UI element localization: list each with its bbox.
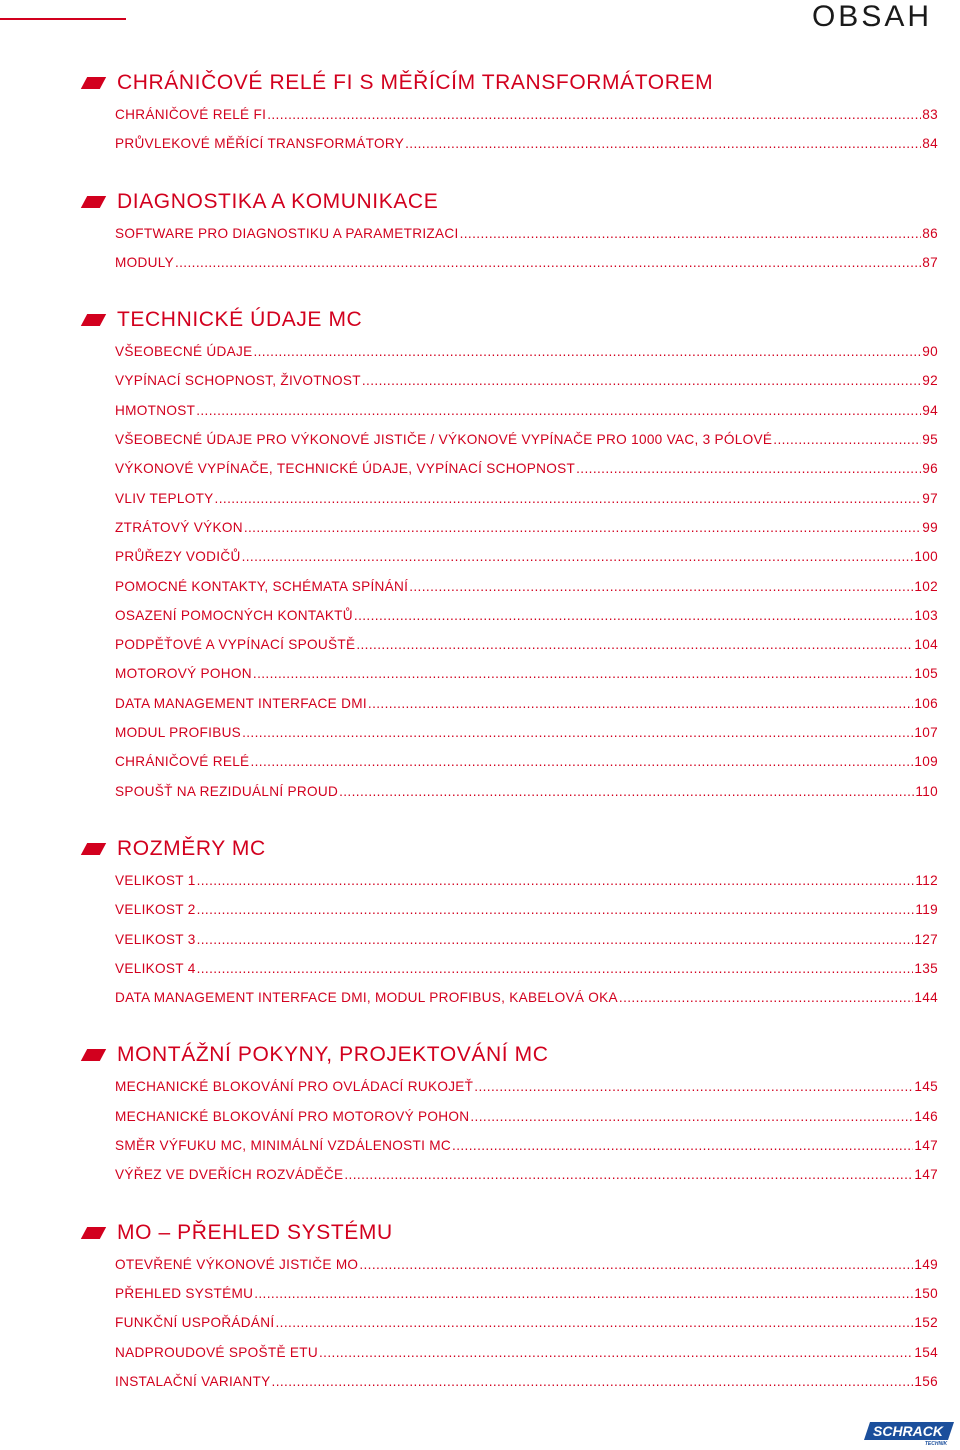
dot-leader xyxy=(344,1160,913,1189)
toc-page-number: 152 xyxy=(914,1315,938,1331)
dot-leader xyxy=(339,777,914,806)
section-heading[interactable] xyxy=(82,66,938,100)
toc-page-number: 100 xyxy=(914,549,938,565)
toc-page-number: 92 xyxy=(922,373,938,389)
toc-entry[interactable] xyxy=(115,718,938,747)
toc-entry[interactable] xyxy=(115,454,938,483)
toc-page-number: 109 xyxy=(914,754,938,770)
toc-entry-label: MOTOROVÝ POHON xyxy=(115,666,252,682)
dot-leader xyxy=(619,983,914,1012)
section-heading[interactable] xyxy=(82,1038,938,1072)
toc-page-number: 86 xyxy=(922,225,938,241)
dot-leader xyxy=(460,219,922,248)
toc-page-number: 103 xyxy=(914,607,938,623)
toc-section xyxy=(82,832,938,1012)
dot-leader xyxy=(470,1102,913,1131)
toc-section xyxy=(82,66,938,159)
toc-entry[interactable] xyxy=(115,954,938,983)
toc-entry-label: PRŮVLEKOVÉ MĚŘÍCÍ TRANSFORMÁTORY xyxy=(115,136,405,152)
dot-leader xyxy=(253,659,914,688)
dot-leader xyxy=(197,954,914,983)
toc-entry[interactable] xyxy=(115,1250,938,1279)
toc-page-number: 105 xyxy=(914,666,938,682)
toc-entry-label: PŘEHLED SYSTÉMU xyxy=(115,1285,254,1301)
toc-page-number: 99 xyxy=(922,519,938,535)
toc-entry[interactable] xyxy=(115,425,938,454)
toc-entry[interactable] xyxy=(115,601,938,630)
dot-leader xyxy=(215,484,922,513)
section-title: DIAGNOSTIKA A KOMUNIKACE xyxy=(117,189,439,213)
toc-page-number: 127 xyxy=(914,931,938,947)
dot-leader xyxy=(773,425,921,454)
toc-entry[interactable] xyxy=(115,925,938,954)
toc-entry[interactable] xyxy=(115,1279,938,1308)
section-bullet-icon xyxy=(81,1227,106,1239)
section-heading[interactable] xyxy=(82,185,938,219)
toc-page-number: 83 xyxy=(922,107,938,122)
dot-leader xyxy=(197,866,915,895)
toc-entry[interactable] xyxy=(115,1338,938,1367)
toc-page-number: 96 xyxy=(922,461,938,477)
dot-leader xyxy=(356,630,913,659)
toc-entry[interactable] xyxy=(115,572,938,601)
dot-leader xyxy=(405,129,921,158)
toc-entry-label: MECHANICKÉ BLOKOVÁNÍ PRO OVLÁDACÍ RUKOJEŤ xyxy=(115,1079,474,1095)
toc-entry[interactable] xyxy=(115,542,938,571)
toc-entry-label: OTEVŘENÉ VÝKONOVÉ JISTIČE MO xyxy=(115,1256,359,1272)
toc-entry-label: VYPÍNACÍ SCHOPNOST, ŽIVOTNOST xyxy=(115,373,361,389)
dot-leader xyxy=(409,572,913,601)
section-title: ROZMĚRY MC xyxy=(117,836,266,860)
toc-entry[interactable] xyxy=(115,777,938,806)
dot-leader xyxy=(242,718,913,747)
toc-page-number: 135 xyxy=(914,960,938,976)
toc-entry-label: CHRÁNIČOVÉ RELÉ FI xyxy=(115,107,267,122)
toc-entry[interactable] xyxy=(115,747,938,776)
dot-leader xyxy=(474,1072,913,1101)
toc-page-number: 112 xyxy=(915,872,938,888)
toc-entry-label: SMĚR VÝFUKU MC, MINIMÁLNÍ VZDÁLENOSTI MC xyxy=(115,1138,452,1154)
toc-entry-label: PRŮŘEZY VODIČŮ xyxy=(115,549,241,565)
toc-entry-label: MODUL PROFIBUS xyxy=(115,725,242,741)
toc-page-number: 147 xyxy=(914,1167,938,1183)
toc-entry[interactable] xyxy=(115,895,938,924)
dot-leader xyxy=(197,925,914,954)
toc-entry[interactable] xyxy=(115,1072,938,1101)
toc-page-number: 146 xyxy=(914,1108,938,1124)
toc-entry-label: PODPĚŤOVÉ A VYPÍNACÍ SPOUŠTĚ xyxy=(115,637,356,653)
toc-entry[interactable] xyxy=(115,366,938,395)
toc-entry[interactable] xyxy=(115,689,938,718)
section-title: MO – PŘEHLED SYSTÉMU xyxy=(117,1220,393,1244)
dot-leader xyxy=(175,248,921,277)
section-bullet-icon xyxy=(81,1049,106,1061)
toc-section xyxy=(82,303,938,806)
table-of-contents xyxy=(82,66,938,1422)
toc-entry[interactable] xyxy=(115,983,938,1012)
toc-page-number: 147 xyxy=(914,1138,938,1154)
toc-section xyxy=(82,185,938,278)
section-heading[interactable] xyxy=(82,303,938,337)
dot-leader xyxy=(275,1308,913,1337)
toc-entry[interactable] xyxy=(115,129,938,158)
section-bullet-icon xyxy=(81,314,106,326)
dot-leader xyxy=(267,100,921,129)
toc-section xyxy=(82,1038,938,1189)
toc-entry-label: MECHANICKÉ BLOKOVÁNÍ PRO MOTOROVÝ POHON xyxy=(115,1108,470,1124)
dot-leader xyxy=(250,747,913,776)
toc-entry-label: DATA MANAGEMENT INTERFACE DMI, MODUL PROFIBUS, KABELOVÁ OKA xyxy=(115,990,618,1006)
toc-page-number: 149 xyxy=(914,1256,938,1272)
toc-entry[interactable] xyxy=(115,1160,938,1189)
dot-leader xyxy=(272,1367,914,1396)
toc-page-number: 84 xyxy=(922,136,938,152)
toc-entry[interactable] xyxy=(115,1102,938,1131)
dot-leader xyxy=(242,542,914,571)
dot-leader xyxy=(452,1131,913,1160)
toc-entry-label: VÝKONOVÉ VYPÍNAČE, TECHNICKÉ ÚDAJE, VYPÍNACÍ SCHOPNOST xyxy=(115,461,576,477)
toc-page-number: 110 xyxy=(915,783,938,799)
toc-entry[interactable] xyxy=(115,248,938,277)
dot-leader xyxy=(354,601,914,630)
toc-entry-label: VELIKOST 2 xyxy=(115,902,196,918)
toc-entry-label: INSTALAČNÍ VARIANTY xyxy=(115,1373,271,1389)
toc-page-number: 104 xyxy=(914,637,938,653)
dot-leader xyxy=(576,454,921,483)
toc-page-number: 144 xyxy=(914,990,938,1006)
toc-entry[interactable] xyxy=(115,1131,938,1160)
dot-leader xyxy=(197,895,915,924)
dot-leader xyxy=(244,513,921,542)
section-title: TECHNICKÉ ÚDAJE MC xyxy=(117,308,363,332)
toc-entry[interactable] xyxy=(115,484,938,513)
toc-entry-label: VŠEOBECNÉ ÚDAJE xyxy=(115,344,253,360)
section-heading[interactable] xyxy=(82,832,938,866)
toc-entry[interactable] xyxy=(115,219,938,248)
toc-entry-label: FUNKČNÍ USPOŘÁDÁNÍ xyxy=(115,1315,275,1331)
toc-entry-label: NADPROUDOVÉ SPOŠTĚ ETU xyxy=(115,1344,318,1360)
section-bullet-icon xyxy=(81,843,106,855)
toc-entry-label: SPOUŠŤ NA REZIDUÁLNÍ PROUD xyxy=(115,783,339,799)
dot-leader xyxy=(319,1338,913,1367)
toc-page-number: 145 xyxy=(914,1079,938,1095)
section-heading[interactable] xyxy=(82,1216,938,1250)
toc-entry[interactable] xyxy=(115,337,938,366)
toc-entry[interactable] xyxy=(115,1308,938,1337)
toc-entry[interactable] xyxy=(115,396,938,425)
toc-entry-label: VELIKOST 1 xyxy=(115,872,196,888)
toc-entry-label: VŠEOBECNÉ ÚDAJE PRO VÝKONOVÉ JISTIČE / VÝKONOVÉ VYPÍNAČE PRO 1000 VAC, 3 PÓLOVÉ xyxy=(115,432,773,448)
toc-entry-label: HMOTNOST xyxy=(115,402,196,418)
toc-entry-label: VELIKOST 4 xyxy=(115,960,196,976)
section-bullet-icon xyxy=(81,77,106,89)
toc-entry[interactable] xyxy=(115,659,938,688)
toc-page-number: 87 xyxy=(922,254,938,270)
toc-page-number: 107 xyxy=(914,725,938,741)
toc-page-number: 150 xyxy=(914,1285,938,1301)
toc-page-number: 95 xyxy=(922,432,938,448)
toc-entry-label: OSAZENÍ POMOCNÝCH KONTAKTŮ xyxy=(115,607,353,623)
toc-page-number: 102 xyxy=(914,578,938,594)
toc-entry[interactable] xyxy=(115,630,938,659)
section-bullet-icon xyxy=(81,196,106,208)
page-title: OBSAH xyxy=(811,0,932,33)
toc-entry-label: VÝŘEZ VE DVEŘÍCH ROZVÁDĚČE xyxy=(115,1167,344,1183)
toc-entry-label: SOFTWARE PRO DIAGNOSTIKU A PARAMETRIZACI xyxy=(115,225,459,241)
dot-leader xyxy=(253,337,921,366)
dot-leader xyxy=(196,396,921,425)
toc-entry-label: VELIKOST 3 xyxy=(115,931,196,947)
toc-entry[interactable] xyxy=(115,513,938,542)
toc-page-number: 97 xyxy=(922,490,938,506)
header-rule xyxy=(0,18,126,20)
toc-entry-label: VLIV TEPLOTY xyxy=(115,490,214,506)
toc-page-number: 94 xyxy=(922,402,938,418)
toc-entry-label: ZTRÁTOVÝ VÝKON xyxy=(115,519,243,535)
toc-entry-label: CHRÁNIČOVÉ RELÉ xyxy=(115,754,250,770)
dot-leader xyxy=(359,1250,913,1279)
toc-page-number: 106 xyxy=(914,695,938,711)
toc-page-number: 154 xyxy=(914,1344,938,1360)
schrack-logo xyxy=(864,1418,956,1446)
dot-leader xyxy=(362,366,921,395)
toc-page-number: 119 xyxy=(915,902,938,918)
toc-entry[interactable] xyxy=(115,1367,938,1396)
section-title: CHRÁNIČOVÉ RELÉ FI S MĚŘÍCÍM TRANSFORMÁTOREM xyxy=(117,71,714,94)
dot-leader xyxy=(254,1279,913,1308)
logo-tagline: TECHNIK xyxy=(924,1441,948,1446)
toc-entry-label: DATA MANAGEMENT INTERFACE DMI xyxy=(115,695,367,711)
dot-leader xyxy=(368,689,914,718)
toc-entry-label: POMOCNÉ KONTAKTY, SCHÉMATA SPÍNÁNÍ xyxy=(115,578,409,594)
section-title: MONTÁŽNÍ POKYNY, PROJEKTOVÁNÍ MC xyxy=(117,1043,549,1067)
logo-wordmark: SCHRACK xyxy=(873,1423,943,1439)
toc-entry-label: MODULY xyxy=(115,254,174,270)
toc-page-number: 156 xyxy=(914,1373,938,1389)
toc-entry[interactable] xyxy=(115,100,938,129)
toc-entry[interactable] xyxy=(115,866,938,895)
toc-section xyxy=(82,1216,938,1396)
toc-page-number: 90 xyxy=(922,344,938,360)
